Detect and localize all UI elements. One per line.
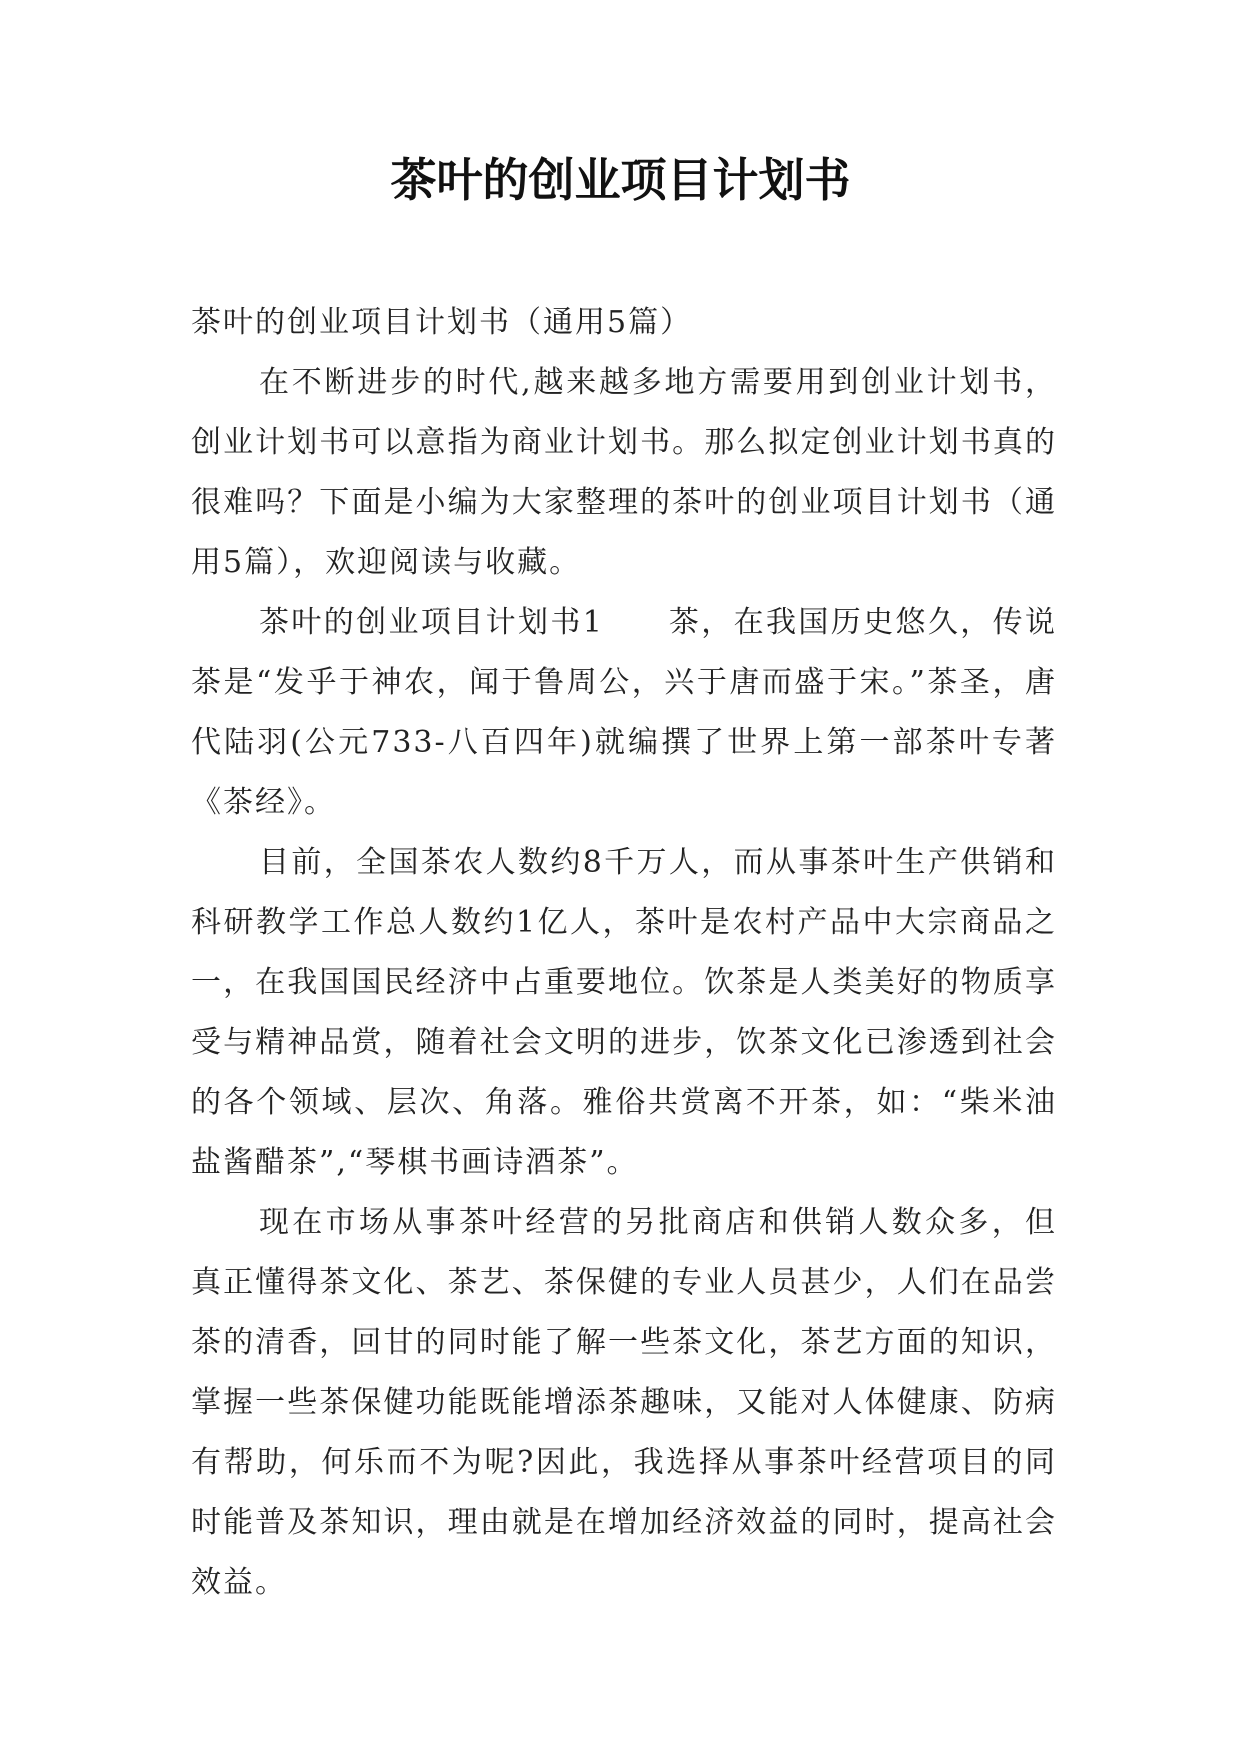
- subtitle-paragraph: 茶叶的创业项目计划书（通用5篇）: [191, 305, 693, 340]
- market-paragraph: 目前，全国茶农人数约8千万人，而从事茶叶生产供销和科研教学工作总人数约1亿人，茶叶是农村产品中大宗商品之一，在我国国民经济中占重要地位。饮茶是人类美好的物质享受与精神品赏，随着社会文明的进步，饮茶文化已渗透到社会的各个领域、层次、角落。雅俗共赏离不开茶，如：“柴米油盐酱醋茶”,“琴棋书画诗酒茶”。: [191, 845, 1057, 1180]
- opportunity-paragraph: 现在市场从事茶叶经营的另批商店和供销人数众多，但真正懂得茶文化、茶艺、茶保健的专业人员甚少，人们在品尝茶的清香，回甘的同时能了解一些茶文化，茶艺方面的知识，掌握一些茶保健功能既能增添茶趣味，又能对人体健康、防病有帮助，何乐而不为呢?因此，我选择从事茶叶经营项目的同时能普及茶知识，理由就是在增加经济效益的同时，提高社会效益。: [191, 1205, 1057, 1600]
- document-body: [191, 293, 1057, 1613]
- plan-1-paragraph: 茶叶的创业项目计划书1 茶，在我国历史悠久，传说茶是“发乎于神农，闻于鲁周公，兴于唐而盛于宋。”茶圣，唐代陆羽(公元733-八百四年)就编撰了世界上第一部茶叶专著《茶经》。: [191, 605, 1057, 820]
- intro-paragraph: 在不断进步的时代,越来越多地方需要用到创业计划书，创业计划书可以意指为商业计划书。那么拟定创业计划书真的很难吗？下面是小编为大家整理的茶叶的创业项目计划书（通用5篇），欢迎阅读与收藏。: [191, 365, 1057, 580]
- document-title: 茶叶的创业项目计划书: [390, 153, 851, 207]
